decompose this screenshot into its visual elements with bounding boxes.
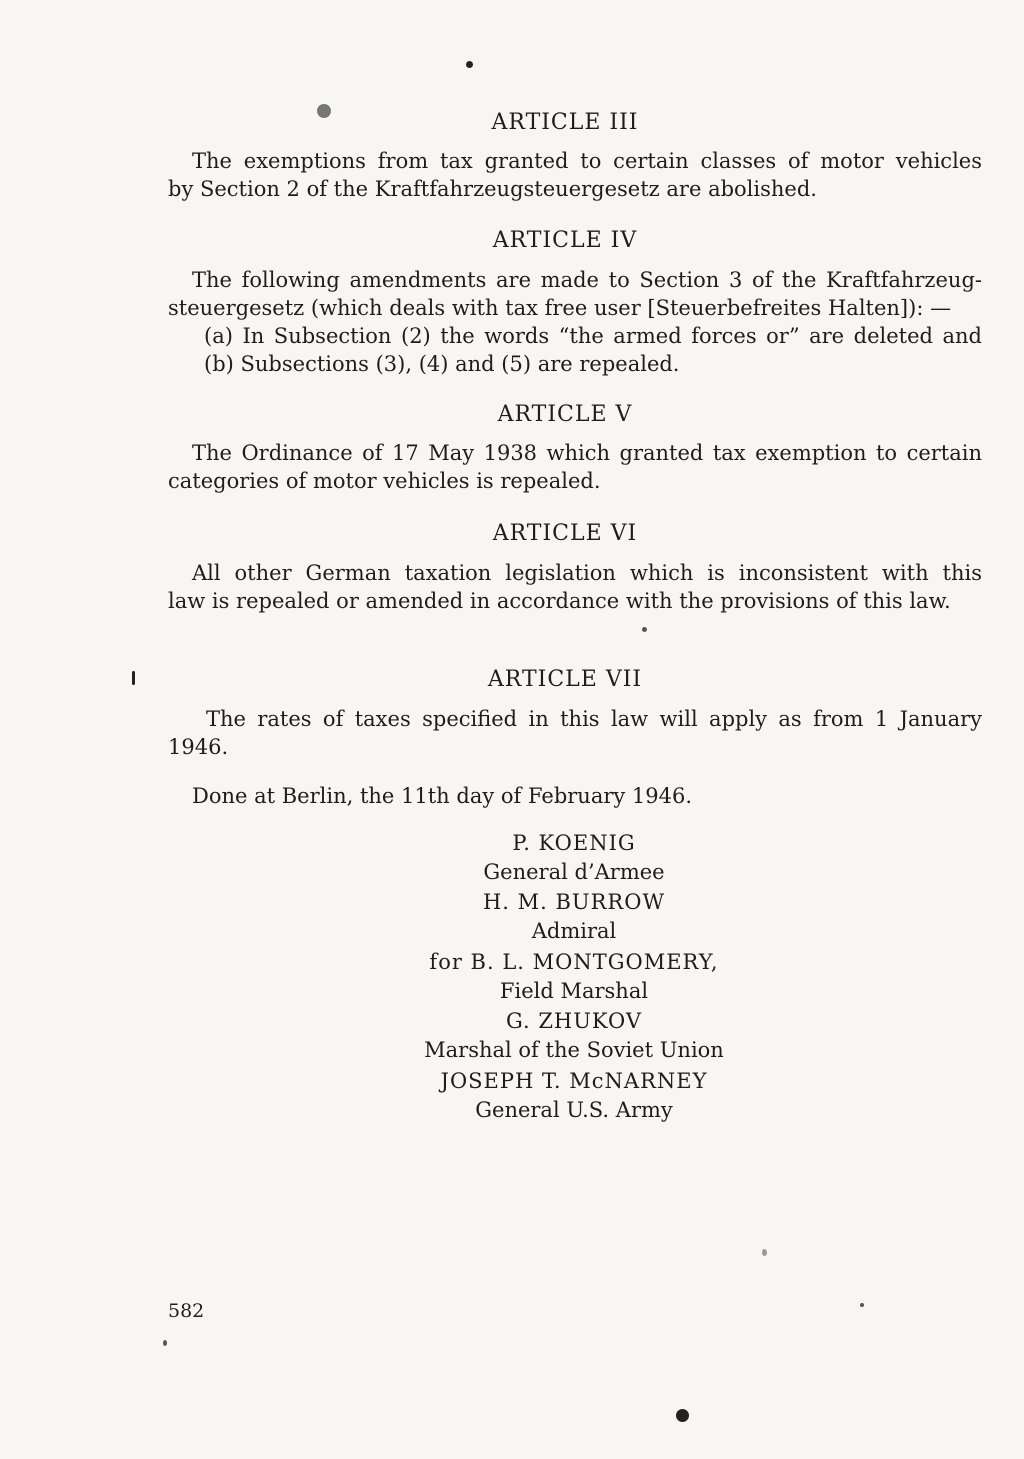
closing-statement	[168, 782, 982, 810]
signatory-name: for B. L. MONTGOMERY,	[429, 950, 719, 974]
article-iv-item-b: (b) Subsections (3), (4) and (5) are repealed.	[204, 352, 680, 376]
signatory-zhukov	[0, 1007, 1024, 1065]
scan-speck	[317, 104, 331, 118]
article-iii-text	[168, 147, 982, 203]
article-v-text	[168, 439, 982, 495]
scan-speck	[132, 671, 135, 685]
article-iii-line-2: by Section 2 of the Kraftfahrzeugsteuergesetz are abolished.	[168, 177, 817, 201]
signatory-montgomery	[0, 948, 1024, 1006]
page-number: 582	[168, 1300, 205, 1322]
scan-speck	[163, 1340, 167, 1346]
article-vii-line-1: The rates of taxes specified in this law will apply as from 1 January	[206, 707, 982, 731]
scan-speck	[466, 61, 473, 68]
article-iv-line-2: steuergesetz (which deals with tax free user [Steuerbefreites Halten]): —	[168, 296, 952, 320]
closing-line: Done at Berlin, the 11th day of February 1946.	[192, 784, 693, 808]
signatory-title: Field Marshal	[499, 979, 649, 1003]
article-vi-heading: ARTICLE VI	[492, 521, 638, 546]
scan-speck	[642, 627, 647, 632]
signatory-title: General d’Armee	[483, 860, 665, 884]
article-v-line-2: categories of motor vehicles is repealed.	[168, 469, 601, 493]
signatory-title: General U.S. Army	[475, 1098, 673, 1122]
signatory-koenig	[0, 829, 1024, 887]
signatory-title: Admiral	[531, 919, 617, 943]
signatory-name: P. KOENIG	[512, 831, 636, 855]
signatory-name: G. ZHUKOV	[505, 1009, 643, 1033]
article-v-heading: ARTICLE V	[497, 402, 633, 427]
scan-speck	[762, 1249, 767, 1256]
article-iv-item-a: (a) In Subsection (2) the words “the armed forces or” are deleted and	[204, 324, 982, 348]
article-iv-line-1: The following amendments are made to Section 3 of the Kraftfahrzeug-	[192, 268, 982, 292]
article-iii-heading: ARTICLE III	[491, 110, 639, 135]
article-vi-line-2: law is repealed or amended in accordance with the provisions of this law.	[168, 589, 951, 613]
scan-speck	[860, 1303, 864, 1307]
signatory-title: Marshal of the Soviet Union	[424, 1038, 724, 1062]
article-iii-line-1: The exemptions from tax granted to certain classes of motor vehicles	[192, 149, 982, 173]
article-vii-line-2: 1946.	[168, 735, 229, 759]
article-iv-text	[168, 266, 982, 378]
article-iv-heading: ARTICLE IV	[492, 228, 638, 253]
signatory-name: JOSEPH T. McNARNEY	[440, 1069, 708, 1093]
scan-speck	[676, 1409, 689, 1422]
article-vi-text	[168, 559, 982, 615]
article-vi-line-1: All other German taxation legislation which is inconsistent with this	[192, 561, 982, 585]
article-vii-text	[168, 705, 982, 761]
signatory-mcnarney	[0, 1067, 1024, 1125]
signatory-burrow	[0, 888, 1024, 946]
signatory-name: H. M. BURROW	[482, 890, 666, 914]
article-vii-heading: ARTICLE VII	[487, 667, 643, 692]
article-v-line-1: The Ordinance of 17 May 1938 which granted tax exemption to certain	[192, 441, 982, 465]
